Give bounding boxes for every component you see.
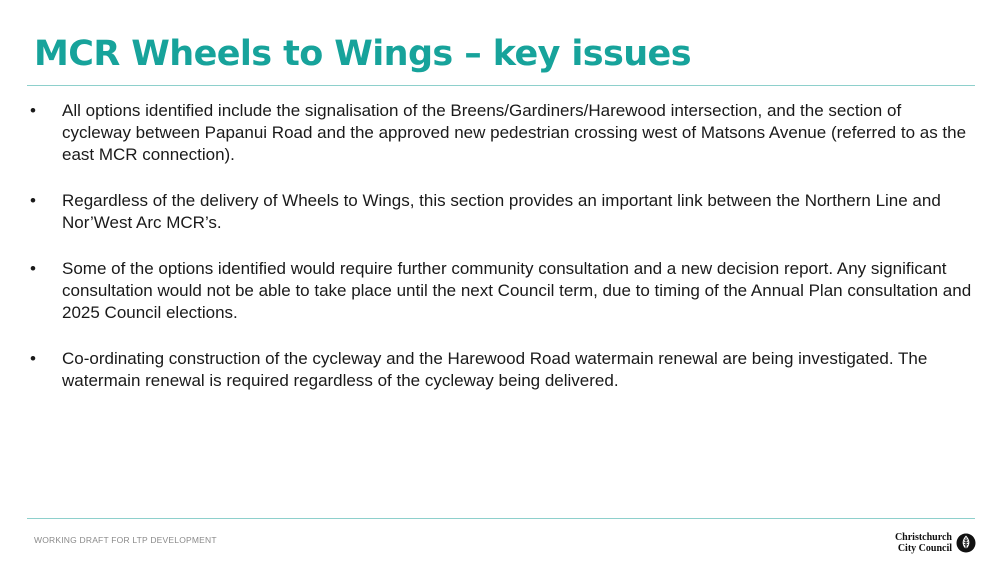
bullet-item bbox=[28, 190, 973, 234]
bullet-list bbox=[28, 100, 973, 416]
bullet-text: All options identified include the signalisation of the Breens/Gardiners/Harewood intersection, and the section of cycleway between Papanui Road and the approved new pedestrian crossing west of Matsons Avenue (referred to as the east MCR connection). bbox=[62, 101, 967, 164]
logo-wordmark bbox=[895, 532, 952, 554]
footer-divider bbox=[27, 518, 975, 519]
footer-label: WORKING DRAFT FOR LTP DEVELOPMENT bbox=[34, 535, 217, 545]
christchurch-leaf-icon bbox=[956, 533, 976, 553]
council-logo bbox=[880, 531, 980, 557]
bullet-item bbox=[28, 100, 973, 166]
bullet-text: Regardless of the delivery of Wheels to Wings, this section provides an important link between the Northern Line and Nor’West Arc MCR’s. bbox=[62, 191, 941, 232]
bullet-item bbox=[28, 348, 973, 392]
title-divider bbox=[27, 85, 975, 86]
bullet-marker: • bbox=[30, 349, 36, 368]
bullet-marker: • bbox=[30, 191, 36, 210]
logo-line-1: Christchurch bbox=[894, 532, 952, 543]
bullet-text: Co-ordinating construction of the cycleway and the Harewood Road watermain renewal are being investigated. The watermain renewal is required regardless of the cycleway being delivered. bbox=[62, 349, 928, 390]
bullet-marker: • bbox=[30, 101, 36, 120]
bullet-marker: • bbox=[30, 259, 36, 278]
bullet-item bbox=[28, 258, 973, 324]
bullet-text: Some of the options identified would require further community consultation and a new decision report. Any significant consultation would not be able to take place until the next Council term, due to timing of the Annual Plan consultation and 2025 Council elections. bbox=[62, 259, 972, 322]
logo-line-2: City Council bbox=[897, 543, 952, 554]
slide-title: MCR Wheels to Wings – key issues bbox=[34, 34, 691, 74]
